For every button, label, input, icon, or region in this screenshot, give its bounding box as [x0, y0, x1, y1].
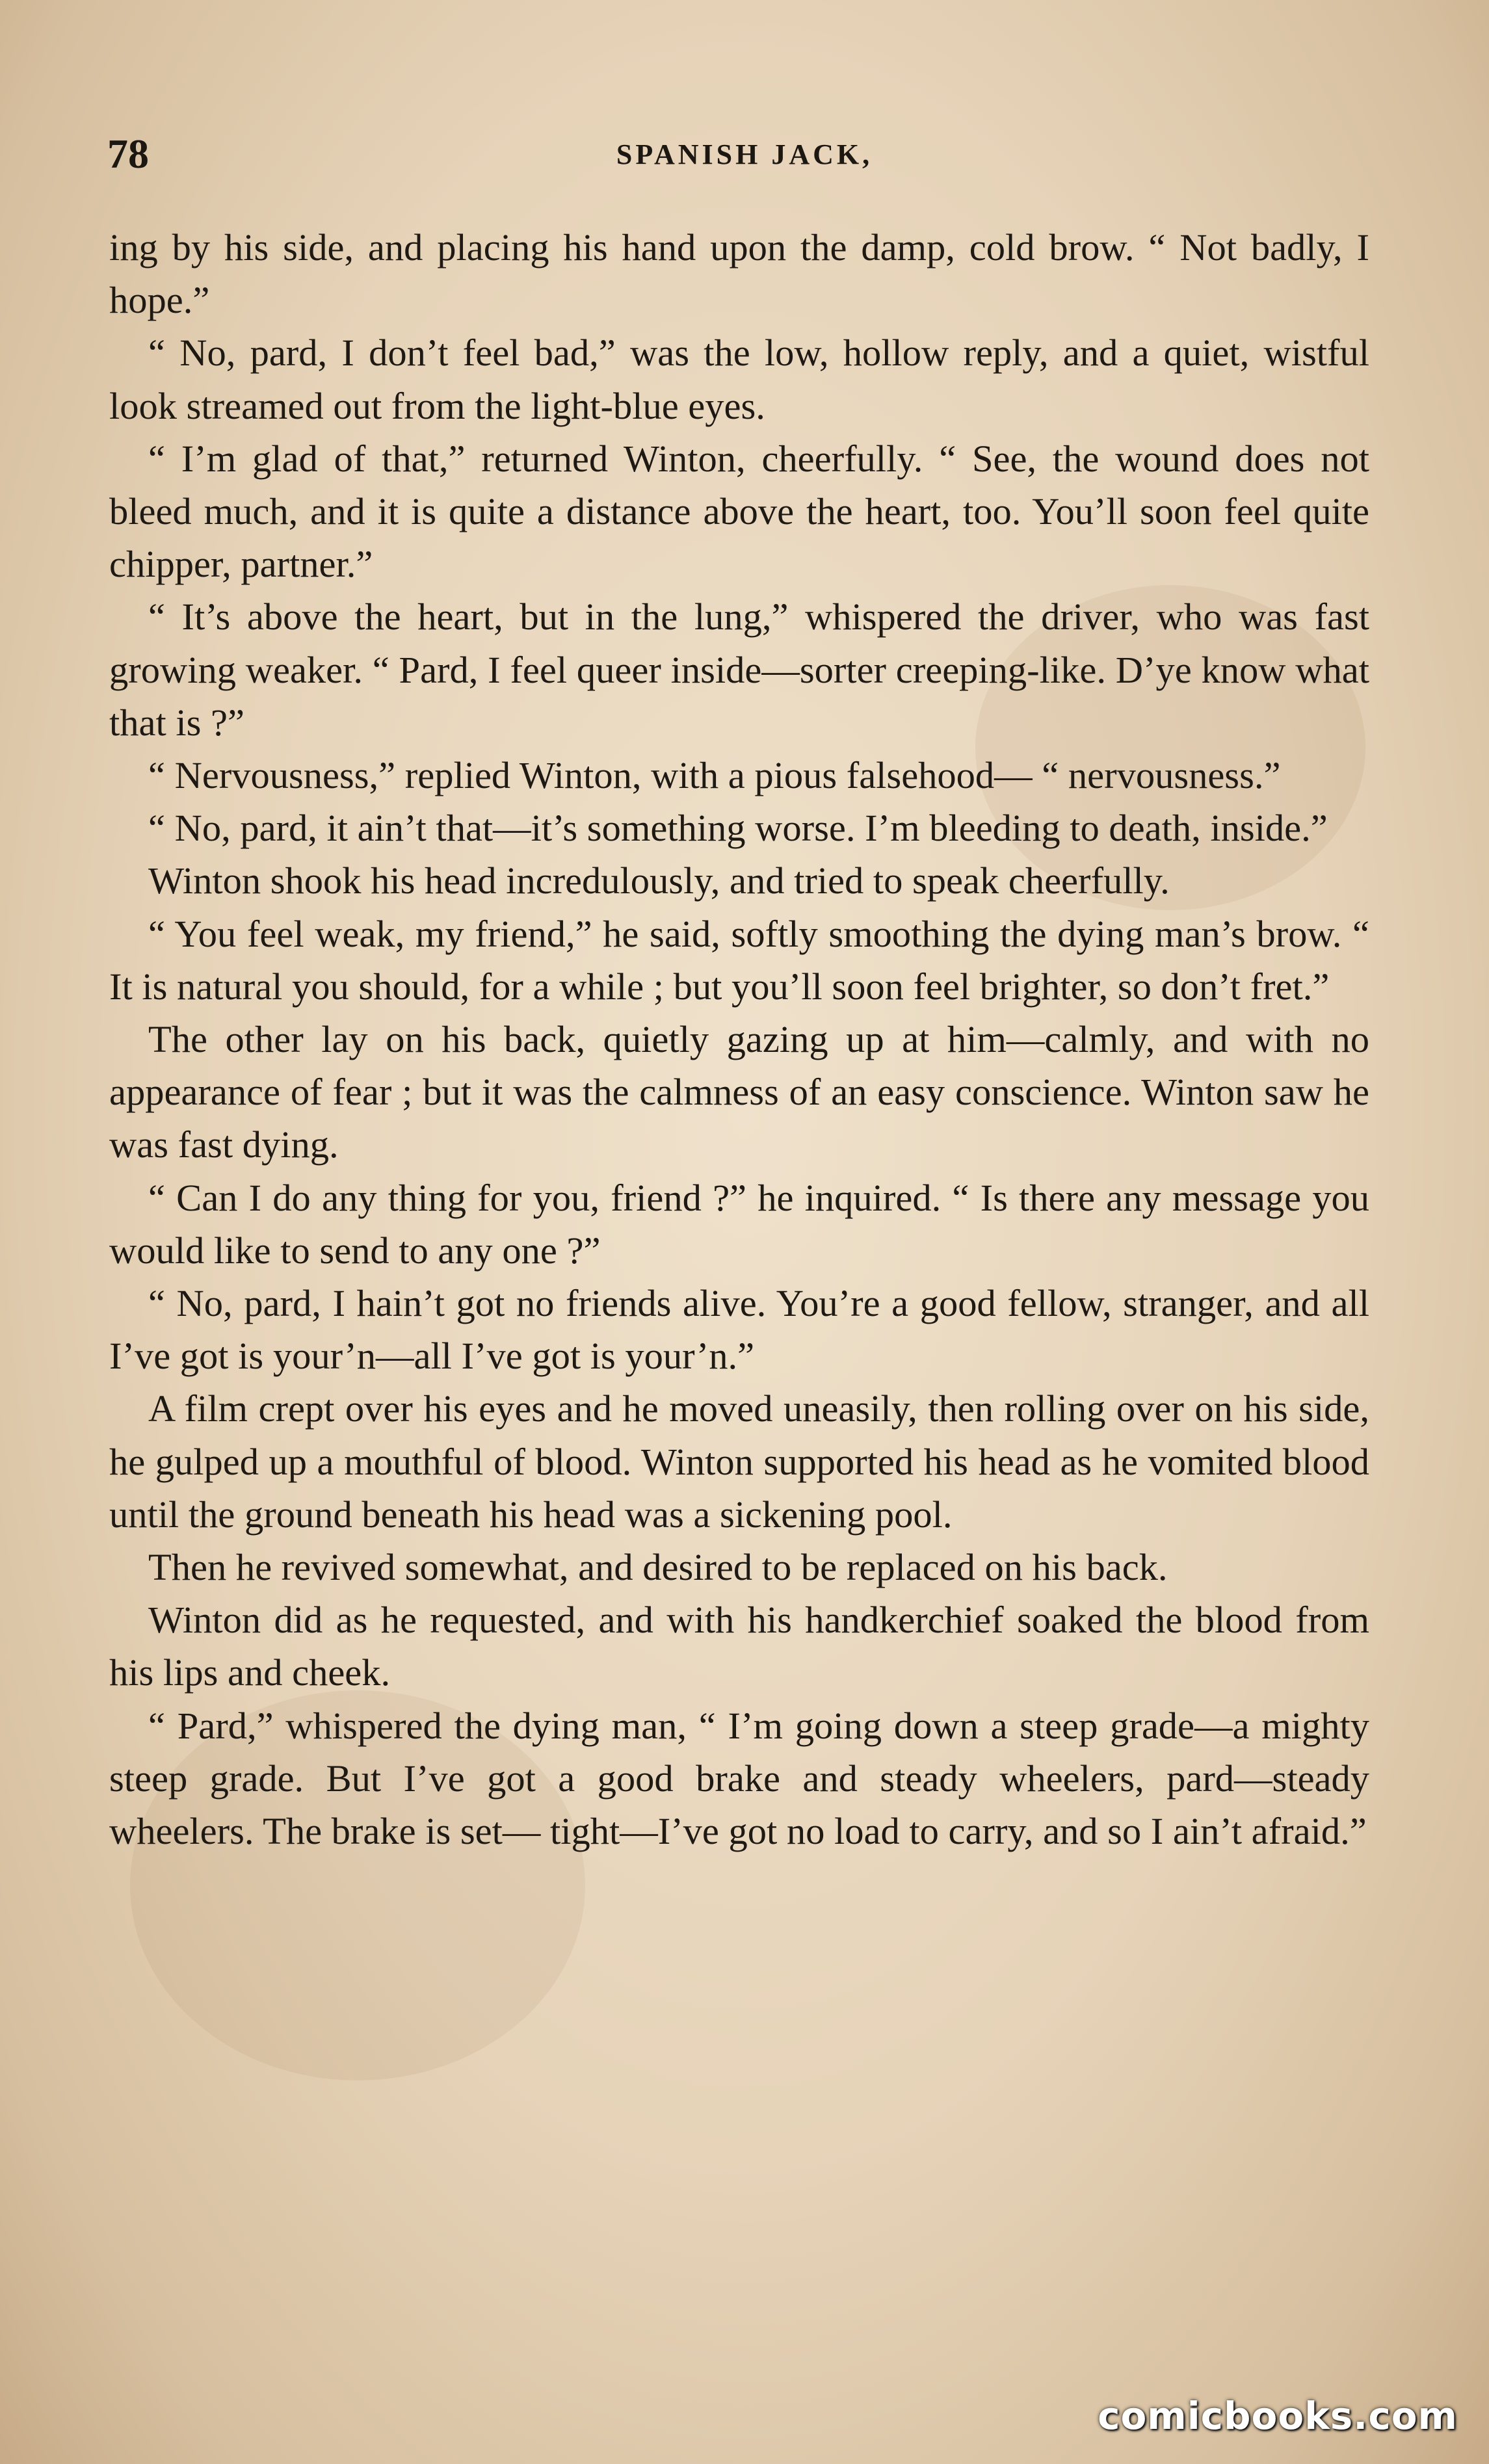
paragraph: “ Nervousness,” replied Winton, with a pious falsehood— “ nervousness.” — [148, 754, 1281, 797]
paragraph: Then he revived somewhat, and desired to be replaced on his back. — [148, 1546, 1168, 1589]
paragraph: Winton shook his head incredulously, and tried to speak cheerfully. — [148, 859, 1170, 902]
paragraph: “ No, pard, it ain’t that—it’s something worse. I’m bleeding to death, inside.” — [148, 807, 1328, 850]
paragraph: The other lay on his back, quietly gazing up at him—calmly, and with no appearance of fear ; but it was the calmness of an easy conscience. Winton saw he was fast dying. — [109, 1018, 1369, 1166]
running-head: SPANISH JACK, — [616, 138, 873, 170]
paragraph: Winton did as he requested, and with his handkerchief soaked the blood from his lips and cheek. — [109, 1599, 1369, 1694]
paragraph: “ It’s above the heart, but in the lung,” whispered the driver, who was fast growing weaker. “ Pard, I feel queer inside—sorter creeping-like. D’ye know what that is ?” — [109, 596, 1369, 744]
paragraph: “ You feel weak, my friend,” he said, softly smoothing the dying man’s brow. “ It is natural you should, for a while ; but you’ll soon feel brighter, so don’t fret.” — [109, 912, 1369, 1008]
paragraph: “ Can I do any thing for you, friend ?” he inquired. “ Is there any message you would like to send to any one ?” — [109, 1176, 1369, 1272]
watermark: comicbooks.com — [1098, 2394, 1458, 2438]
paragraph: ing by his side, and placing his hand upon the damp, cold brow. “ Not badly, I hope.” — [109, 226, 1369, 322]
paragraph: “ No, pard, I hain’t got no friends alive. You’re a good fellow, stranger, and all I’ve got is your’n—all I’ve got is your’n.” — [109, 1282, 1369, 1378]
paragraph: “ I’m glad of that,” returned Winton, cheerfully. “ See, the wound does not bleed much, and it is quite a distance above the heart, too. You’ll soon feel quite chipper, partner.” — [109, 437, 1369, 586]
body-text — [109, 221, 1369, 1857]
page-number: 78 — [107, 131, 149, 177]
paragraph: “ No, pard, I don’t feel bad,” was the low, hollow reply, and a quiet, wistful look streamed out from the light-blue eyes. — [109, 332, 1369, 427]
paragraph: “ Pard,” whispered the dying man, “ I’m going down a steep grade—a mighty steep grade. But I’ve got a good brake and steady wheelers, pard—steady wheelers. The brake is set— tight—I’ve got no load to carry, and so I ain’t afraid.” — [109, 1704, 1369, 1853]
paragraph: A film crept over his eyes and he moved uneasily, then rolling over on his side, he gulped up a mouthful of blood. Winton supported his head as he vomited blood until the ground beneath his head was a sickening pool. — [109, 1387, 1369, 1536]
page-header — [0, 130, 1489, 189]
